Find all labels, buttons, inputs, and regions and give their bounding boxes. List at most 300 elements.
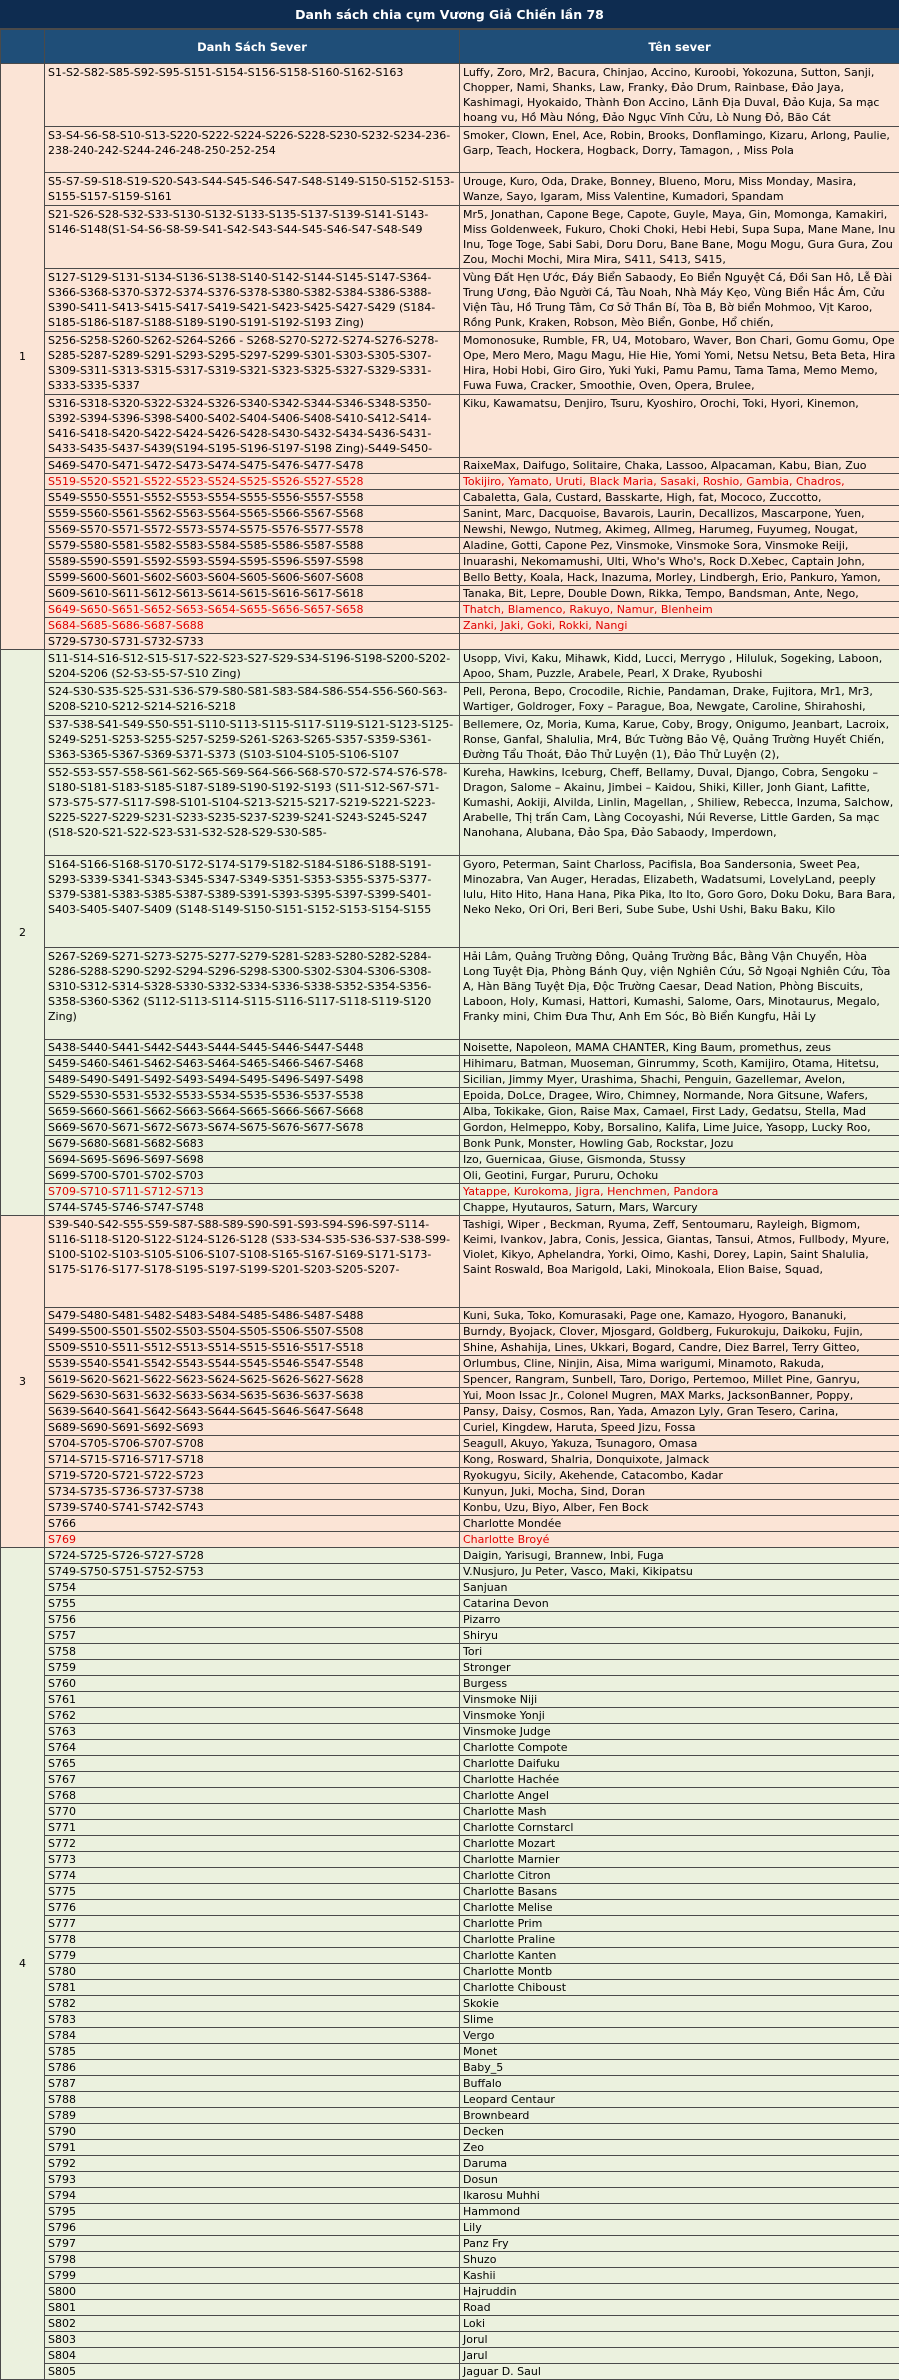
table-row <box>1 1708 899 1724</box>
server-names-cell: Alba, Tokikake, Gion, Raise Max, Camael, First Lady, Gedatsu, Stella, Mad <box>460 1104 899 1120</box>
server-list-cell: S805 <box>45 2364 460 2380</box>
table-row <box>1 1484 899 1500</box>
server-names-cell: Brownbeard <box>460 2108 899 2124</box>
table-row <box>1 2348 899 2364</box>
server-list-cell: S803 <box>45 2332 460 2348</box>
server-names-cell: Catarina Devon <box>460 1596 899 1612</box>
server-names-cell: Road <box>460 2300 899 2316</box>
server-names-cell: Epoida, DoLce, Dragee, Wiro, Chimney, Normande, Nora Gitsune, Wafers, <box>460 1088 899 1104</box>
server-names-cell: Daigin, Yarisugi, Brannew, Inbi, Fuga <box>460 1548 899 1564</box>
server-names-cell: Charlotte Compote <box>460 1740 899 1756</box>
server-names-cell: Lily <box>460 2220 899 2236</box>
server-names-cell: Daruma <box>460 2156 899 2172</box>
server-names-cell: Zanki, Jaki, Goki, Rokki, Nangi <box>460 618 899 634</box>
server-names-cell: Leopard Centaur <box>460 2092 899 2108</box>
server-names-cell: Inuarashi, Nekomamushi, Ulti, Who's Who's, Rock D.Xebec, Captain John, <box>460 554 899 570</box>
server-list-cell: S778 <box>45 1932 460 1948</box>
table-row <box>1 1916 899 1932</box>
table-row <box>1 2076 899 2092</box>
server-names-cell: Hihimaru, Batman, Muoseman, Ginrummy, Scoth, Kamijiro, Otama, Hitetsu, <box>460 1056 899 1072</box>
server-list-cell: S5-S7-S9-S18-S19-S20-S43-S44-S45-S46-S47-S48-S149-S150-S152-S153-S155-S157-S159-S161 <box>45 173 460 206</box>
table-row <box>1 538 899 554</box>
table-row <box>1 1740 899 1756</box>
table-row <box>1 1772 899 1788</box>
table-row <box>1 2364 899 2380</box>
table-row <box>1 1788 899 1804</box>
table-row <box>1 716 899 764</box>
table-row <box>1 2284 899 2300</box>
server-names-cell: Burndy, Byojack, Clover, Mjosgard, Goldberg, Fukurokuju, Daikoku, Fujin, <box>460 1324 899 1340</box>
server-list-cell: S659-S660-S661-S662-S663-S664-S665-S666-S667-S668 <box>45 1104 460 1120</box>
table-row <box>1 1308 899 1324</box>
server-list-cell: S764 <box>45 1740 460 1756</box>
table-row <box>1 2300 899 2316</box>
server-names-cell: Charlotte Praline <box>460 1932 899 1948</box>
server-list-cell: S539-S540-S541-S542-S543-S544-S545-S546-S547-S548 <box>45 1356 460 1372</box>
server-names-cell: Shuzo <box>460 2252 899 2268</box>
table-row <box>1 1040 899 1056</box>
server-names-cell: Charlotte Melise <box>460 1900 899 1916</box>
table-row <box>1 570 899 586</box>
table-row <box>1 1900 899 1916</box>
table-row <box>1 2188 899 2204</box>
server-names-cell: Vùng Đất Hẹn Ước, Đáy Biển Sabaody, Eo Biển Nguyệt Cá, Đồi San Hô, Lễ Đài Trung Ương, Đảo Người Cá, Tàu Noah, Nhà Máy Kẹo, Vùng Biển Hắc Ám, Cửu Viện Tàu, Hồ Trung Tâm, Cơ Sở Thần Bí, Tòa B, Bờ biển Mohmoo, Vịt Karoo, Rồng Punk, Kraken, Robson, Mèo Biển, Gonbe, Hổ chiến, <box>460 269 899 332</box>
server-names-cell: Chappe, Hyutauros, Saturn, Mars, Warcury <box>460 1200 899 1216</box>
table-row <box>1 1516 899 1532</box>
server-names-cell: Kashii <box>460 2268 899 2284</box>
server-list-cell: S786 <box>45 2060 460 2076</box>
server-list-cell: S267-S269-S271-S273-S275-S277-S279-S281-S283-S280-S282-S284-S286-S288-S290-S292-S294-S296-S298-S300-S302-S304-S306-S308-S310-S312-S314-S328-S330-S332-S334-S336-S338-S352-S354-S356-S358-S360-S362 (S112-S113-S114-S115-S116-S117-S118-S119-S120 Zing) <box>45 948 460 1040</box>
server-list-cell: S629-S630-S631-S632-S633-S634-S635-S636-S637-S638 <box>45 1388 460 1404</box>
server-names-cell: Monet <box>460 2044 899 2060</box>
server-names-cell: Pell, Perona, Bepo, Crocodile, Richie, Pandaman, Drake, Fujitora, Mr1, Mr3, Wartiger, Goldroger, Foxy – Parague, Boa, Newgate, Caroline, Shirahoshi, <box>460 683 899 716</box>
table-row <box>1 1120 899 1136</box>
table-row <box>1 1820 899 1836</box>
server-list-cell: S755 <box>45 1596 460 1612</box>
server-list-cell: S776 <box>45 1900 460 1916</box>
server-list-cell: S783 <box>45 2012 460 2028</box>
group-number-cell: 2 <box>1 650 45 1216</box>
server-list-cell: S724-S725-S726-S727-S728 <box>45 1548 460 1564</box>
server-list-cell: S619-S620-S621-S622-S623-S624-S625-S626-S627-S628 <box>45 1372 460 1388</box>
server-list-cell: S459-S460-S461-S462-S463-S464-S465-S466-S467-S468 <box>45 1056 460 1072</box>
server-names-cell: Slime <box>460 2012 899 2028</box>
table-row <box>1 1136 899 1152</box>
table-row <box>1 2156 899 2172</box>
server-list-cell: S791 <box>45 2140 460 2156</box>
server-names-cell: Mr5, Jonathan, Capone Bege, Capote, Guyle, Maya, Gin, Momonga, Kamakiri, Miss Goldenweek, Fukuro, Choki Choki, Hebi Hebi, Supa Supa, Mane Mane, Inu Inu, Toge Toge, Sabi Sabi, Doru Doru, Bane Bane, Mogu Mogu, Gura Gura, Zou Zou, Mochi Mochi, Mira Mira, S411, S413, S415, <box>460 206 899 269</box>
server-names-cell: RaixeMax, Daifugo, Solitaire, Chaka, Lassoo, Alpacaman, Kabu, Bian, Zuo <box>460 458 899 474</box>
table-row <box>1 522 899 538</box>
table-row <box>1 1216 899 1308</box>
server-list-cell: S757 <box>45 1628 460 1644</box>
table-row <box>1 1596 899 1612</box>
server-names-cell: Charlotte Kanten <box>460 1948 899 1964</box>
table-row <box>1 856 899 948</box>
server-list-cell: S754 <box>45 1580 460 1596</box>
table-row <box>1 2092 899 2108</box>
table-row <box>1 586 899 602</box>
server-list-cell: S766 <box>45 1516 460 1532</box>
server-list-cell: S793 <box>45 2172 460 2188</box>
server-names-cell: Aladine, Gotti, Capone Pez, Vinsmoke, Vinsmoke Sora, Vinsmoke Reiji, <box>460 538 899 554</box>
server-names-cell: Charlotte Citron <box>460 1868 899 1884</box>
server-list-cell: S438-S440-S441-S442-S443-S444-S445-S446-S447-S448 <box>45 1040 460 1056</box>
table-row <box>1 602 899 618</box>
server-list-column-header: Danh Sách Sever <box>45 30 460 64</box>
server-list-cell: S799 <box>45 2268 460 2284</box>
server-list-cell: S719-S720-S721-S722-S723 <box>45 1468 460 1484</box>
table-row <box>1 1088 899 1104</box>
server-names-cell: Charlotte Prim <box>460 1916 899 1932</box>
server-list-cell: S164-S166-S168-S170-S172-S174-S179-S182-S184-S186-S188-S191-S293-S339-S341-S343-S345-S347-S349-S351-S353-S355-S375-S377-S379-S381-S383-S385-S387-S389-S391-S393-S395-S397-S399-S401-S403-S405-S407-S409 (S148-S149-S150-S151-S152-S153-S154-S155 <box>45 856 460 948</box>
table-row <box>1 2044 899 2060</box>
server-names-cell: Hajruddin <box>460 2284 899 2300</box>
server-names-cell: Hammond <box>460 2204 899 2220</box>
server-list-cell: S784 <box>45 2028 460 2044</box>
server-list-cell: S792 <box>45 2156 460 2172</box>
table-row <box>1 1660 899 1676</box>
server-list-cell: S529-S530-S531-S532-S533-S534-S535-S536-S537-S538 <box>45 1088 460 1104</box>
group-number-cell: 1 <box>1 64 45 650</box>
table-row <box>1 1104 899 1120</box>
table-row <box>1 1692 899 1708</box>
server-names-cell: Tanaka, Bit, Lepre, Double Down, Rikka, Tempo, Bandsman, Ante, Nego, <box>460 586 899 602</box>
server-names-cell: Charlotte Marnier <box>460 1852 899 1868</box>
server-list-cell: S739-S740-S741-S742-S743 <box>45 1500 460 1516</box>
table-row <box>1 490 899 506</box>
table-row <box>1 269 899 332</box>
server-list-cell: S771 <box>45 1820 460 1836</box>
server-names-cell: Kureha, Hawkins, Iceburg, Cheff, Bellamy, Duval, Django, Cobra, Sengoku – Dragon, Salome – Akainu, Jimbei – Kaidou, Shiki, Killer, Jonh Giant, Lafitte, Kumashi, Aokiji, Alvilda, Linlin, Magellan, , Shiliew, Rebecca, Inzuma, Salchow, Arabelle, Thị trấn Cam, Làng Cocoyashi, Núi Reverse, Little Garden, Sa mạc Nanohana, Alubana, Đảo Spa, Đảo Sabaody, Imperdown, <box>460 764 899 856</box>
server-names-cell: Jorul <box>460 2332 899 2348</box>
table-row <box>1 2060 899 2076</box>
server-names-cell: Buffalo <box>460 2076 899 2092</box>
server-names-cell: Charlotte Mash <box>460 1804 899 1820</box>
server-list-cell: S519-S520-S521-S522-S523-S524-S525-S526-S527-S528 <box>45 474 460 490</box>
server-list-cell: S763 <box>45 1724 460 1740</box>
server-list-cell: S777 <box>45 1916 460 1932</box>
server-names-cell: Usopp, Vivi, Kaku, Mihawk, Kidd, Lucci, Merrygo , Hiluluk, Sogeking, Laboon, Apoo, Sham, Puzzle, Arabele, Pearl, X Drake, Ryuboshi <box>460 650 899 683</box>
server-list-cell: S789 <box>45 2108 460 2124</box>
server-names-cell: V.Nusjuro, Ju Peter, Vasco, Maki, Kikipatsu <box>460 1564 899 1580</box>
server-names-cell: Charlotte Broyé <box>460 1532 899 1548</box>
server-list-cell: S639-S640-S641-S642-S643-S644-S645-S646-S647-S648 <box>45 1404 460 1420</box>
page-title: Danh sách chia cụm Vương Giả Chiến lần 78 <box>0 0 899 29</box>
server-list-cell: S787 <box>45 2076 460 2092</box>
table-row <box>1 1200 899 1216</box>
table-row <box>1 127 899 173</box>
server-list-cell: S256-S258-S260-S262-S264-S266 - S268-S270-S272-S274-S276-S278-S285-S287-S289-S291-S293-S295-S297-S299-S301-S303-S305-S307-S309-S311-S313-S315-S317-S319-S321-S323-S325-S327-S329-S331-S333-S335-S337 <box>45 332 460 395</box>
table-row <box>1 1852 899 1868</box>
group-number-cell: 3 <box>1 1216 45 1548</box>
server-list-cell: S772 <box>45 1836 460 1852</box>
table-row <box>1 1964 899 1980</box>
server-list-cell: S769 <box>45 1532 460 1548</box>
server-list-cell: S499-S500-S501-S502-S503-S504-S505-S506-S507-S508 <box>45 1324 460 1340</box>
table-row <box>1 1152 899 1168</box>
server-names-cell: Baby_5 <box>460 2060 899 2076</box>
server-list-cell: S684-S685-S686-S687-S688 <box>45 618 460 634</box>
server-list-cell: S599-S600-S601-S602-S603-S604-S605-S606-S607-S608 <box>45 570 460 586</box>
server-list-cell: S679-S680-S681-S682-S683 <box>45 1136 460 1152</box>
server-list-cell: S785 <box>45 2044 460 2060</box>
table-row <box>1 1756 899 1772</box>
table-row <box>1 1532 899 1548</box>
server-list-cell: S729-S730-S731-S732-S733 <box>45 634 460 650</box>
table-row <box>1 1644 899 1660</box>
server-names-cell: Smoker, Clown, Enel, Ace, Robin, Brooks, Donflamingo, Kizaru, Arlong, Paulie, Garp, Teach, Hockera, Hogback, Dorry, Tamagon, , Miss Pola <box>460 127 899 173</box>
table-row <box>1 206 899 269</box>
table-row <box>1 1676 899 1692</box>
server-list-cell: S761 <box>45 1692 460 1708</box>
table-row <box>1 1980 899 1996</box>
server-list-cell: S699-S700-S701-S702-S703 <box>45 1168 460 1184</box>
server-names-cell: Orlumbus, Cline, Ninjin, Aisa, Mima warigumi, Minamoto, Rakuda, <box>460 1356 899 1372</box>
table-row <box>1 1628 899 1644</box>
server-names-cell: Vergo <box>460 2028 899 2044</box>
server-list-cell: S24-S30-S35-S25-S31-S36-S79-S80-S81-S83-S84-S86-S54-S56-S60-S63-S208-S210-S212-S214-S216-S218 <box>45 683 460 716</box>
server-names-cell: Konbu, Uzu, Biyo, Alber, Fen Bock <box>460 1500 899 1516</box>
group-column-header <box>1 30 45 64</box>
table-row <box>1 474 899 490</box>
server-names-cell: Urouge, Kuro, Oda, Drake, Bonney, Blueno, Moru, Miss Monday, Masira, Wanze, Sayo, Igaram, Miss Valentine, Kumadori, Spandam <box>460 173 899 206</box>
table-row <box>1 554 899 570</box>
server-names-cell: Sicilian, Jimmy Myer, Urashima, Shachi, Penguin, Gazellemar, Avelon, <box>460 1072 899 1088</box>
server-names-cell: Stronger <box>460 1660 899 1676</box>
server-list-cell: S794 <box>45 2188 460 2204</box>
server-names-cell: Charlotte Cornstarcl <box>460 1820 899 1836</box>
table-row <box>1 2332 899 2348</box>
server-names-cell: Pansy, Daisy, Cosmos, Ran, Yada, Amazon Lyly, Gran Tesero, Carina, <box>460 1404 899 1420</box>
table-row <box>1 1500 899 1516</box>
server-list-cell: S52-S53-S57-S58-S61-S62-S65-S69-S64-S66-S68-S70-S72-S74-S76-S78-S180-S181-S183-S185-S187-S189-S190-S192-S193 (S11-S12-S67-S71-S73-S75-S77-S117-S98-S101-S104-S213-S215-S217-S219-S221-S223-S225-S227-S229-S231-S233-S235-S237-S239-S241-S243-S245-S247 (S18-S20-S21-S22-S23-S31-S32-S28-S29-S30-S85- <box>45 764 460 856</box>
server-list-cell: S795 <box>45 2204 460 2220</box>
server-names-cell: Charlotte Daifuku <box>460 1756 899 1772</box>
table-row <box>1 1804 899 1820</box>
server-names-cell: Charlotte Mozart <box>460 1836 899 1852</box>
server-list-cell: S709-S710-S711-S712-S713 <box>45 1184 460 1200</box>
table-row <box>1 2220 899 2236</box>
server-names-cell: Kiku, Kawamatsu, Denjiro, Tsuru, Kyoshiro, Orochi, Toki, Hyori, Kinemon, <box>460 395 899 458</box>
server-names-cell: Noisette, Napoleon, MAMA CHANTER, King Baum, promethus, zeus <box>460 1040 899 1056</box>
server-names-cell: Pizarro <box>460 1612 899 1628</box>
server-names-cell: Burgess <box>460 1676 899 1692</box>
server-names-cell: Spencer, Rangram, Sunbell, Taro, Dorigo, Pertemoo, Millet Pine, Ganryu, <box>460 1372 899 1388</box>
table-row <box>1 1356 899 1372</box>
server-list-cell: S704-S705-S706-S707-S708 <box>45 1436 460 1452</box>
server-list-cell: S782 <box>45 1996 460 2012</box>
server-names-cell: Charlotte Chiboust <box>460 1980 899 1996</box>
table-row <box>1 2172 899 2188</box>
table-row <box>1 2252 899 2268</box>
table-row <box>1 650 899 683</box>
table-row <box>1 458 899 474</box>
server-names-cell: Charlotte Montb <box>460 1964 899 1980</box>
server-list-cell: S756 <box>45 1612 460 1628</box>
server-names-cell: Tori <box>460 1644 899 1660</box>
server-list-cell: S768 <box>45 1788 460 1804</box>
table-row <box>1 2204 899 2220</box>
server-names-cell: Momonosuke, Rumble, FR, U4, Motobaro, Waver, Bon Chari, Gomu Gomu, Ope Ope, Mero Mero, Magu Magu, Hie Hie, Yomi Yomi, Netsu Netsu, Beta Beta, Hira Hira, Hobi Hobi, Giro Giro, Yuki Yuki, Pamu Pamu, Tama Tama, Memo Memo, Fuwa Fuwa, Cracker, Smoothie, Oven, Opera, Brulee, <box>460 332 899 395</box>
server-names-cell: Charlotte Basans <box>460 1884 899 1900</box>
server-list-cell: S767 <box>45 1772 460 1788</box>
server-cluster-table <box>0 29 899 2380</box>
server-list-cell: S734-S735-S736-S737-S738 <box>45 1484 460 1500</box>
table-body <box>1 64 899 2380</box>
server-list-cell: S775 <box>45 1884 460 1900</box>
table-row <box>1 173 899 206</box>
server-list-cell: S765 <box>45 1756 460 1772</box>
server-names-cell: Bello Betty, Koala, Hack, Inazuma, Morley, Lindbergh, Erio, Pankuro, Yamon, <box>460 570 899 586</box>
server-list-cell: S802 <box>45 2316 460 2332</box>
server-list-cell: S758 <box>45 1644 460 1660</box>
table-row <box>1 2012 899 2028</box>
server-list-cell: S694-S695-S696-S697-S698 <box>45 1152 460 1168</box>
table-row <box>1 1420 899 1436</box>
server-list-cell: S489-S490-S491-S492-S493-S494-S495-S496-S497-S498 <box>45 1072 460 1088</box>
server-names-cell: Decken <box>460 2124 899 2140</box>
table-row <box>1 634 899 650</box>
table-row <box>1 506 899 522</box>
server-list-cell: S689-S690-S691-S692-S693 <box>45 1420 460 1436</box>
server-list-cell: S779 <box>45 1948 460 1964</box>
server-names-cell: Tashigi, Wiper , Beckman, Ryuma, Zeff, Sentoumaru, Rayleigh, Bigmom, Keimi, Ivankov, Jabra, Conis, Jessica, Giantas, Tansui, Atmos, Fullbody, Myure, Violet, Kikyo, Aphelandra, Yorki, Oimo, Kashi, Dorey, Lapin, Saint Shalulia, Saint Roswald, Boa Marigold, Laki, Minokoala, Elion Baise, Squad, <box>460 1216 899 1308</box>
server-names-cell: Gordon, Helmeppo, Koby, Borsalino, Kalifa, Lime Juice, Yasopp, Lucky Roo, <box>460 1120 899 1136</box>
table-row <box>1 1452 899 1468</box>
server-list-cell: S469-S470-S471-S472-S473-S474-S475-S476-S477-S478 <box>45 458 460 474</box>
server-list-cell: S21-S26-S28-S32-S33-S130-S132-S133-S135-S137-S139-S141-S143-S146-S148(S1-S4-S6-S8-S9-S41-S42-S43-S44-S45-S46-S47-S48-S49 <box>45 206 460 269</box>
server-names-cell: Izo, Guernicaa, Giuse, Gismonda, Stussy <box>460 1152 899 1168</box>
table-row <box>1 2236 899 2252</box>
table-row <box>1 1072 899 1088</box>
server-list-cell: S479-S480-S481-S482-S483-S484-S485-S486-S487-S488 <box>45 1308 460 1324</box>
server-list-cell: S744-S745-S746-S747-S748 <box>45 1200 460 1216</box>
server-list-cell: S579-S580-S581-S582-S583-S584-S585-S586-S587-S588 <box>45 538 460 554</box>
server-names-cell <box>460 634 899 650</box>
server-names-cell: Vinsmoke Judge <box>460 1724 899 1740</box>
table-row <box>1 2028 899 2044</box>
server-list-cell: S316-S318-S320-S322-S324-S326-S340-S342-S344-S346-S348-S350-S392-S394-S396-S398-S400-S402-S404-S406-S408-S410-S412-S414-S416-S418-S420-S422-S424-S426-S428-S430-S432-S434-S436-S431-S433-S435-S437-S439(S194-S195-S196-S197-S198 Zing)-S449-S450- <box>45 395 460 458</box>
table-row <box>1 1372 899 1388</box>
server-names-cell: Loki <box>460 2316 899 2332</box>
server-names-cell: Cabaletta, Gala, Custard, Basskarte, High, fat, Mococo, Zuccotto, <box>460 490 899 506</box>
server-list-cell: S773 <box>45 1852 460 1868</box>
table-row <box>1 1404 899 1420</box>
server-names-cell: Kong, Rosward, Shalria, Donquixote, Jalmack <box>460 1452 899 1468</box>
server-list-cell: S569-S570-S571-S572-S573-S574-S575-S576-S577-S578 <box>45 522 460 538</box>
server-list-cell: S790 <box>45 2124 460 2140</box>
server-list-cell: S714-S715-S716-S717-S718 <box>45 1452 460 1468</box>
server-list-cell: S509-S510-S511-S512-S513-S514-S515-S516-S517-S518 <box>45 1340 460 1356</box>
server-list-cell: S3-S4-S6-S8-S10-S13-S220-S222-S224-S226-S228-S230-S232-S234-236-238-240-242-S244-246-248-250-252-254 <box>45 127 460 173</box>
server-names-cell: Ryokugyu, Sicily, Akehende, Catacombo, Kadar <box>460 1468 899 1484</box>
table-row <box>1 2124 899 2140</box>
table-row <box>1 1168 899 1184</box>
table-row <box>1 2268 899 2284</box>
server-list-cell: S759 <box>45 1660 460 1676</box>
server-list-cell: S800 <box>45 2284 460 2300</box>
table-row <box>1 1564 899 1580</box>
server-list-cell: S39-S40-S42-S55-S59-S87-S88-S89-S90-S91-S93-S94-S96-S97-S114-S116-S118-S120-S122-S124-S126-S128 (S33-S34-S35-S36-S37-S38-S99-S100-S102-S103-S105-S106-S107-S108-S165-S167-S169-S171-S173-S175-S176-S177-S178-S195-S197-S199-S201-S203-S205-S207- <box>45 1216 460 1308</box>
table-row <box>1 1932 899 1948</box>
table-row <box>1 1388 899 1404</box>
table-row <box>1 948 899 1040</box>
table-row <box>1 618 899 634</box>
server-names-cell: Dosun <box>460 2172 899 2188</box>
server-names-cell: Hải Lâm, Quảng Trường Đông, Quảng Trường Bắc, Bằng Vận Chuyển, Hòa Long Tuyệt Địa, Phòng Bánh Quy, viện Nghiên Cứu, Sở Ngoại Nghiên Cứu, Tòa A, Hàn Băng Tuyệt Địa, Độc Trường Caesar, Dead Nation, Phòng Biscuits, Laboon, Holy, Kumasi, Hattori, Kumashi, Salome, Oars, Minotaurus, Megalo, Franky mini, Chim Đưa Thư, Anh Em Sóc, Bò Biển Kungfu, Hải Ly <box>460 948 899 1040</box>
server-list-cell: S770 <box>45 1804 460 1820</box>
server-names-cell: Panz Fry <box>460 2236 899 2252</box>
server-list-cell: S127-S129-S131-S134-S136-S138-S140-S142-S144-S145-S147-S364-S366-S368-S370-S372-S374-S376-S378-S380-S382-S384-S386-S388-S390-S411-S413-S415-S417-S419-S421-S423-S425-S427-S429 (S184-S185-S186-S187-S188-S189-S190-S191-S192-S193 Zing) <box>45 269 460 332</box>
table-row <box>1 1724 899 1740</box>
table-row <box>1 64 899 127</box>
server-list-cell: S37-S38-S41-S49-S50-S51-S110-S113-S115-S117-S119-S121-S123-S125-S249-S251-S253-S255-S257-S259-S261-S263-S265-S357-S359-S361-S363-S365-S367-S369-S371-S373 (S103-S104-S105-S106-S107 <box>45 716 460 764</box>
table-row <box>1 1184 899 1200</box>
server-list-cell: S669-S670-S671-S672-S673-S674-S675-S676-S677-S678 <box>45 1120 460 1136</box>
table-row <box>1 1948 899 1964</box>
server-list-cell: S801 <box>45 2300 460 2316</box>
server-list-cell: S804 <box>45 2348 460 2364</box>
server-names-cell: Skokie <box>460 1996 899 2012</box>
server-names-cell: Jaguar D. Saul <box>460 2364 899 2380</box>
server-list-cell: S797 <box>45 2236 460 2252</box>
server-list-cell: S798 <box>45 2252 460 2268</box>
server-names-cell: Bonk Punk, Monster, Howling Gab, Rockstar, Jozu <box>460 1136 899 1152</box>
server-names-cell: Sanjuan <box>460 1580 899 1596</box>
server-list-cell: S559-S560-S561-S562-S563-S564-S565-S566-S567-S568 <box>45 506 460 522</box>
server-names-cell: Sanint, Marc, Dacquoise, Bavarois, Laurin, Decallizos, Mascarpone, Yuen, <box>460 506 899 522</box>
table-row <box>1 1436 899 1452</box>
server-names-cell: Curiel, Kingdew, Haruta, Speed Jizu, Fossa <box>460 1420 899 1436</box>
server-names-cell: Seagull, Akuyo, Yakuza, Tsunagoro, Omasa <box>460 1436 899 1452</box>
server-list-cell: S609-S610-S611-S612-S613-S614-S615-S616-S617-S618 <box>45 586 460 602</box>
server-names-cell: Oli, Geotini, Furgar, Pururu, Ochoku <box>460 1168 899 1184</box>
table-row <box>1 1548 899 1564</box>
table-row <box>1 2140 899 2156</box>
server-list-cell: S774 <box>45 1868 460 1884</box>
server-names-cell: Luffy, Zoro, Mr2, Bacura, Chinjao, Accino, Kuroobi, Yokozuna, Sutton, Sanji, Chopper, Nami, Shanks, Law, Franky, Đảo Drum, Rainbase, Đảo Jaya, Kashimagi, Hyokaido, Thành Đon Accino, Lãnh Địa Duval, Đảo Kuja, Sa mạc hoang vu, Hồ Màu Nóng, Đảo Ngục Vĩnh Cửu, Lò Nung Đỏ, Bão Cát <box>460 64 899 127</box>
server-names-cell: Ikarosu Muhhi <box>460 2188 899 2204</box>
server-names-cell: Yui, Moon Issac Jr., Colonel Mugren, MAX Marks, JacksonBanner, Poppy, <box>460 1388 899 1404</box>
server-list-cell: S788 <box>45 2092 460 2108</box>
table-row <box>1 1340 899 1356</box>
table-row <box>1 2108 899 2124</box>
table-row <box>1 1580 899 1596</box>
server-list-cell: S749-S750-S751-S752-S753 <box>45 1564 460 1580</box>
table-row <box>1 1056 899 1072</box>
table-row <box>1 2316 899 2332</box>
table-header-row <box>1 30 899 64</box>
server-names-cell: Kuni, Suka, Toko, Komurasaki, Page one, Kamazo, Hyogoro, Bananuki, <box>460 1308 899 1324</box>
server-names-cell: Jarul <box>460 2348 899 2364</box>
server-list-cell: S549-S550-S551-S552-S553-S554-S555-S556-S557-S558 <box>45 490 460 506</box>
server-names-cell: Zeo <box>460 2140 899 2156</box>
server-names-cell: Charlotte Hachée <box>460 1772 899 1788</box>
server-list-cell: S780 <box>45 1964 460 1980</box>
table-row <box>1 395 899 458</box>
server-names-cell: Thatch, Blamenco, Rakuyo, Namur, Blenheim <box>460 602 899 618</box>
server-list-cell: S649-S650-S651-S652-S653-S654-S655-S656-S657-S658 <box>45 602 460 618</box>
server-names-cell: Charlotte Angel <box>460 1788 899 1804</box>
group-number-cell: 4 <box>1 1548 45 2380</box>
server-names-cell: Vinsmoke Yonji <box>460 1708 899 1724</box>
table-row <box>1 683 899 716</box>
server-names-cell: Shine, Ashahija, Lines, Ukkari, Bogard, Candre, Diez Barrel, Terry Gitteo, <box>460 1340 899 1356</box>
table-row <box>1 1996 899 2012</box>
table-row <box>1 1468 899 1484</box>
table-row <box>1 1884 899 1900</box>
